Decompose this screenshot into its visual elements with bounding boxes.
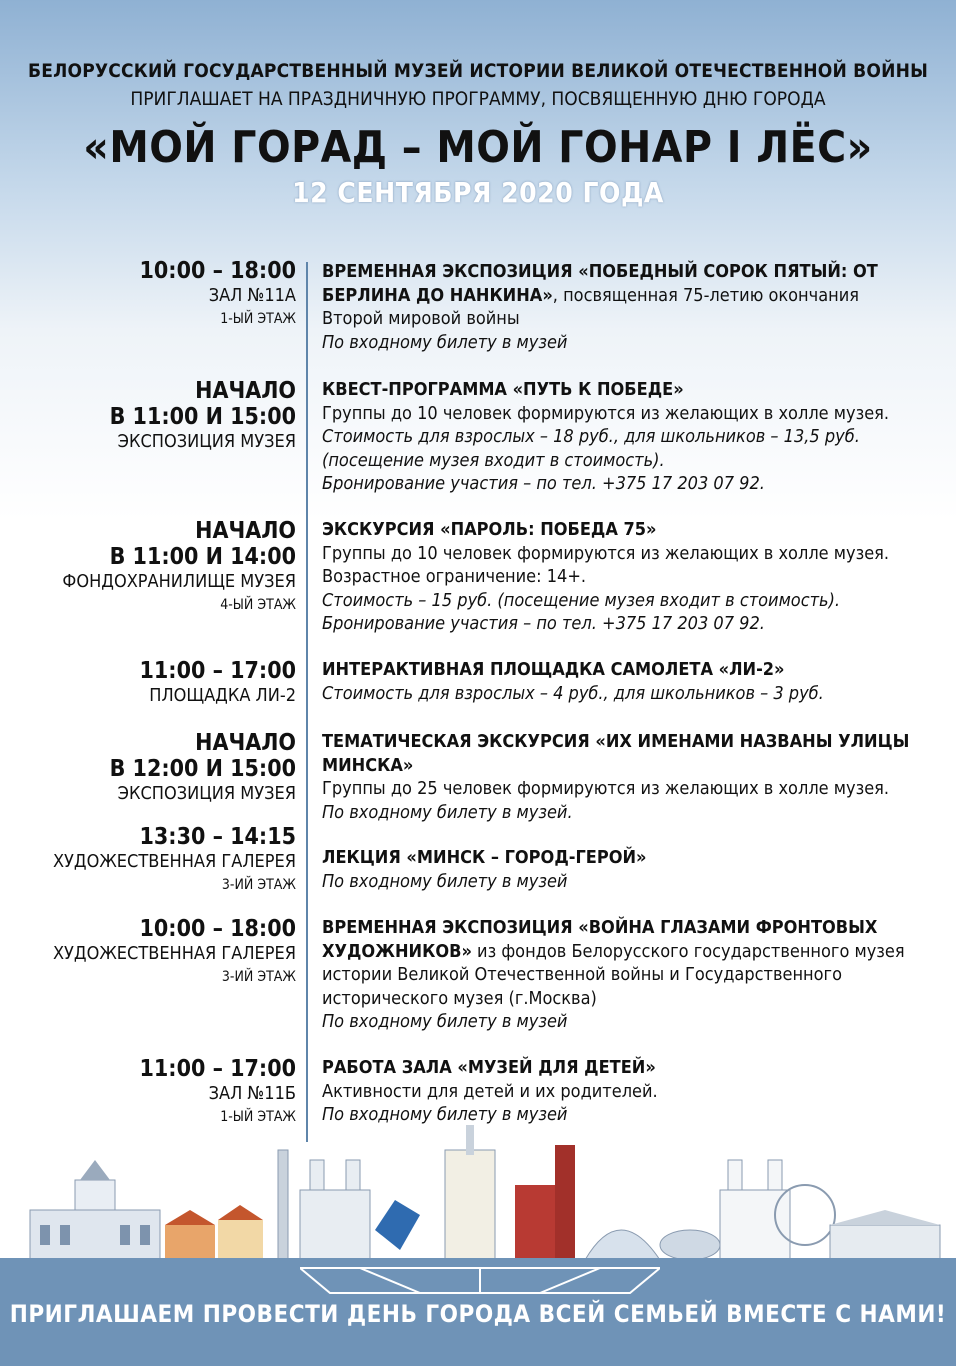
event-line: Возрастное ограничение: 14+. [322,566,587,587]
event-place: ПЛОЩАДКА ЛИ-2 [149,685,296,706]
theater-building [830,1210,940,1260]
event-floor: 4-ЫЙ ЭТАЖ [220,597,296,613]
event-line: (посещение музея входит в стоимость). [322,449,665,471]
event-place: ЗАЛ №11Б [208,1083,296,1104]
event-title-bold: ТЕМАТИЧЕСКАЯ ЭКСКУРСИЯ «ИХ ИМЕНАМИ НАЗВАНЫ УЛИЦЫ МИНСКА» [322,731,910,776]
event-line: Группы до 25 человек формируются из желающих в холле музея. [322,778,890,799]
event-place: ХУДОЖЕСТВЕННАЯ ГАЛЕРЕЯ [52,943,296,964]
red-church [515,1145,575,1260]
event-time: 10:00 – 18:00 [139,258,296,284]
national-library [375,1200,420,1250]
church-building [300,1160,370,1260]
event-time-slots: В 11:00 И 14:00 [109,544,296,570]
event-time: 11:00 – 17:00 [139,1056,296,1082]
header [0,56,956,209]
event-title-bold: ВРЕМЕННАЯ ЭКСПОЗИЦИЯ «ВОЙНА ГЛАЗАМИ ФРОНТОВЫХ ХУДОЖНИКОВ» [322,917,878,962]
event-time: 13:30 – 14:15 [139,824,296,850]
event-place: ЭКСПОЗИЦИЯ МУЗЕЯ [117,431,296,452]
event-floor: 1-ЫЙ ЭТАЖ [220,1109,296,1125]
obelisk [278,1150,288,1260]
event-line: Группы до 10 человек формируются из желающих в холле музея. [322,542,890,564]
event-title-bold: ВРЕМЕННАЯ ЭКСПОЗИЦИЯ «ПОБЕДНЫЙ СОРОК ПЯТЫЙ: ОТ БЕРЛИНА ДО НАНКИНА» [322,261,878,306]
event-place: ЭКСПОЗИЦИЯ МУЗЕЯ [117,783,296,804]
event-title-bold: КВЕСТ-ПРОГРАММА «ПУТЬ К ПОБЕДЕ» [322,379,684,400]
event-price: Стоимость для взрослых – 18 руб., для школьников – 13,5 руб. [322,426,860,447]
event-note: По входному билету в музей [322,1011,568,1032]
event-note: По входному билету в музей [322,870,568,892]
footer-slogan: ПРИГЛАШАЕМ ПРОВЕСТИ ДЕНЬ ГОРОДА ВСЕЙ СЕМЬЕЙ ВМЕСТЕ С НАМИ! [9,1300,947,1328]
event-time-start: НАЧАЛО [195,518,296,544]
event-title-rest: из фондов Белорусского государственного музея истории Великой Отечественной войны и Государственного исторического музея (г.Москва) [322,940,905,1009]
event-line: Группы до 10 человек формируются из желающих в холле музея. [322,402,890,424]
event-title: «МОЙ ГОРАД – МОЙ ГОНАР І ЛЁС» [83,122,873,173]
event-date: 12 СЕНТЯБРЯ 2020 ГОДА [292,176,664,209]
event-booking: Бронирование участия – по тел. +375 17 203 07 92. [322,613,765,634]
event-time-start: НАЧАЛО [195,730,296,756]
event-place: ХУДОЖЕСТВЕННАЯ ГАЛЕРЕЯ [52,851,296,872]
event-title-bold: ИНТЕРАКТИВНАЯ ПЛОЩАДКА САМОЛЕТА «ЛИ-2» [322,659,785,680]
monument-base-icon [300,1258,660,1298]
cathedral [720,1160,790,1260]
event-time-slots: В 11:00 И 15:00 [109,404,296,430]
timeline-divider [306,262,308,1142]
event-title-bold: ЭКСКУРСИЯ «ПАРОЛЬ: ПОБЕДА 75» [322,519,657,540]
event-note: По входному билету в музей [322,331,568,353]
old-town-houses [165,1205,263,1260]
arena [660,1230,720,1260]
event-price: Стоимость для взрослых – 4 руб., для школьников – 3 руб. [322,682,824,704]
event-price: Стоимость – 15 руб. (посещение музея входит в стоимость). [322,589,841,611]
event-time: 11:00 – 17:00 [139,658,296,684]
museum-name: БЕЛОРУССКИЙ ГОСУДАРСТВЕННЫЙ МУЗЕЙ ИСТОРИИ ВЕЛИКОЙ ОТЕЧЕСТВЕННОЙ ВОЙНЫ [27,60,929,82]
gate-towers [445,1125,495,1260]
event-line: Активности для детей и их родителей. [322,1080,658,1102]
event-floor: 3-ИЙ ЭТАЖ [221,969,296,985]
event-time-start: НАЧАЛО [195,378,296,404]
event-time: 10:00 – 18:00 [139,916,296,942]
event-floor: 1-ЫЙ ЭТАЖ [220,311,296,327]
town-hall-building [30,1160,160,1260]
event-title-bold: РАБОТА ЗАЛА «МУЗЕЙ ДЛЯ ДЕТЕЙ» [322,1057,656,1078]
invitation-line: ПРИГЛАШАЕТ НА ПРАЗДНИЧНУЮ ПРОГРАММУ, ПОСВЯЩЕННУЮ ДНЮ ГОРОДА [130,88,826,110]
event-time-slots: В 12:00 И 15:00 [109,756,296,782]
event-note: По входному билету в музей [322,1104,568,1125]
city-skyline-illustration [0,1120,956,1270]
event-place: ЗАЛ №11А [208,285,296,306]
event-title-rest: , посвященная 75-летию окончания Второй мировой войны [322,284,859,329]
event-title-bold: ЛЕКЦИЯ «МИНСК – ГОРОД-ГЕРОЙ» [322,847,647,868]
event-floor: 3-ИЙ ЭТАЖ [221,877,296,893]
event-place: ФОНДОХРАНИЛИЩЕ МУЗЕЯ [62,571,296,592]
event-booking: Бронирование участия – по тел. +375 17 203 07 92. [322,473,765,494]
sports-dome [585,1230,660,1260]
event-note: По входному билету в музей. [322,801,573,823]
